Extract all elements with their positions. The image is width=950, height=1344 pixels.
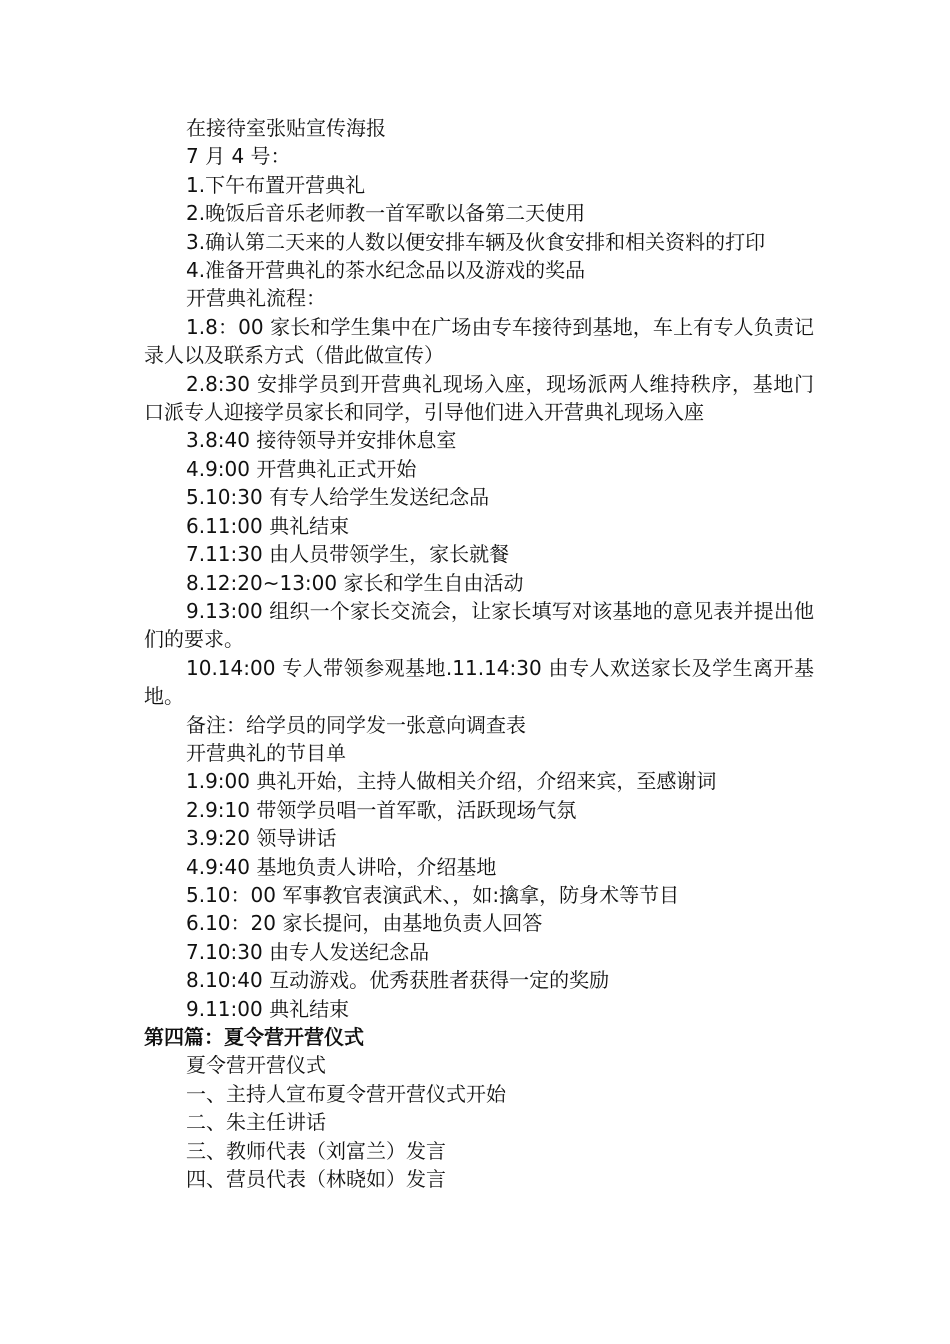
paragraph: 8.12:20~13:00 家长和学生自由活动 (186, 570, 524, 595)
paragraph: 2.9:10 带领学员唱一首军歌，活跃现场气氛 (186, 797, 577, 822)
paragraph: 备注：给学员的同学发一张意向调查表 (186, 712, 526, 737)
paragraph: 开营典礼的节目单 (186, 740, 346, 765)
paragraph: 7.10:30 由专人发送纪念品 (186, 939, 430, 964)
paragraph: 4.9:00 开营典礼正式开始 (186, 456, 417, 481)
paragraph: 7 月 4 号： (186, 144, 291, 169)
paragraph: 2.8:30 安排学员到开营典礼现场入座，现场派两人维持秩序，基地门口派专人迎接学员家长和同学，引导他们进入开营典礼现场入座 (144, 371, 814, 425)
paragraph: 8.10:40 互动游戏。优秀获胜者获得一定的奖励 (186, 968, 610, 993)
paragraph: 6.11:00 典礼结束 (186, 513, 350, 538)
paragraph: 四、营员代表（林晓如）发言 (186, 1167, 446, 1192)
document-page (144, 114, 814, 1193)
paragraph: 在接待室张贴宣传海报 (186, 116, 386, 140)
paragraph: 4.准备开营典礼的茶水纪念品以及游戏的奖品 (186, 258, 586, 283)
paragraph: 9.11:00 典礼结束 (186, 996, 350, 1021)
paragraph: 开营典礼流程： (186, 286, 326, 311)
paragraph: 9.13:00 组织一个家长交流会，让家长填写对该基地的意见表并提出他们的要求。 (144, 598, 814, 652)
paragraph: 7.11:30 由人员带领学生，家长就餐 (186, 542, 510, 567)
paragraph: 一、主持人宣布夏令营开营仪式开始 (186, 1081, 506, 1106)
paragraph: 3.9:20 领导讲话 (186, 826, 337, 851)
paragraph: 三、教师代表（刘富兰）发言 (186, 1138, 446, 1163)
paragraph: 1.9:00 典礼开始，主持人做相关介绍，介绍来宾，至感谢词 (186, 769, 717, 794)
section-heading: 第四篇：夏令营开营仪式 (144, 1025, 364, 1049)
paragraph: 10.14:00 专人带领参观基地.11.14:30 由专人欢送家长及学生离开基地。 (144, 655, 814, 709)
paragraph: 4.9:40 基地负责人讲哈，介绍基地 (186, 854, 497, 879)
paragraph: 二、朱主任讲话 (186, 1110, 326, 1135)
document-body-bottom (144, 1051, 814, 1193)
paragraph: 夏令营开营仪式 (186, 1053, 326, 1078)
paragraph: 2.晚饭后音乐老师教一首军歌以备第二天使用 (186, 201, 586, 226)
paragraph: 1.8：00 家长和学生集中在广场由专车接待到基地，车上有专人负责记录人以及联系方式（借此做宣传） (144, 314, 814, 368)
paragraph: 3.8:40 接待领导并安排休息室 (186, 428, 457, 453)
paragraph: 6.10：20 家长提问，由基地负责人回答 (186, 911, 543, 936)
paragraph: 5.10:30 有专人给学生发送纪念品 (186, 485, 490, 510)
document-body-top (144, 114, 814, 1023)
paragraph: 3.确认第二天来的人数以便安排车辆及伙食安排和相关资料的打印 (186, 229, 766, 254)
paragraph: 1.下午布置开营典礼 (186, 172, 366, 197)
paragraph: 5.10：00 军事教官表演武术、，如:擒拿，防身术等节目 (186, 882, 680, 907)
